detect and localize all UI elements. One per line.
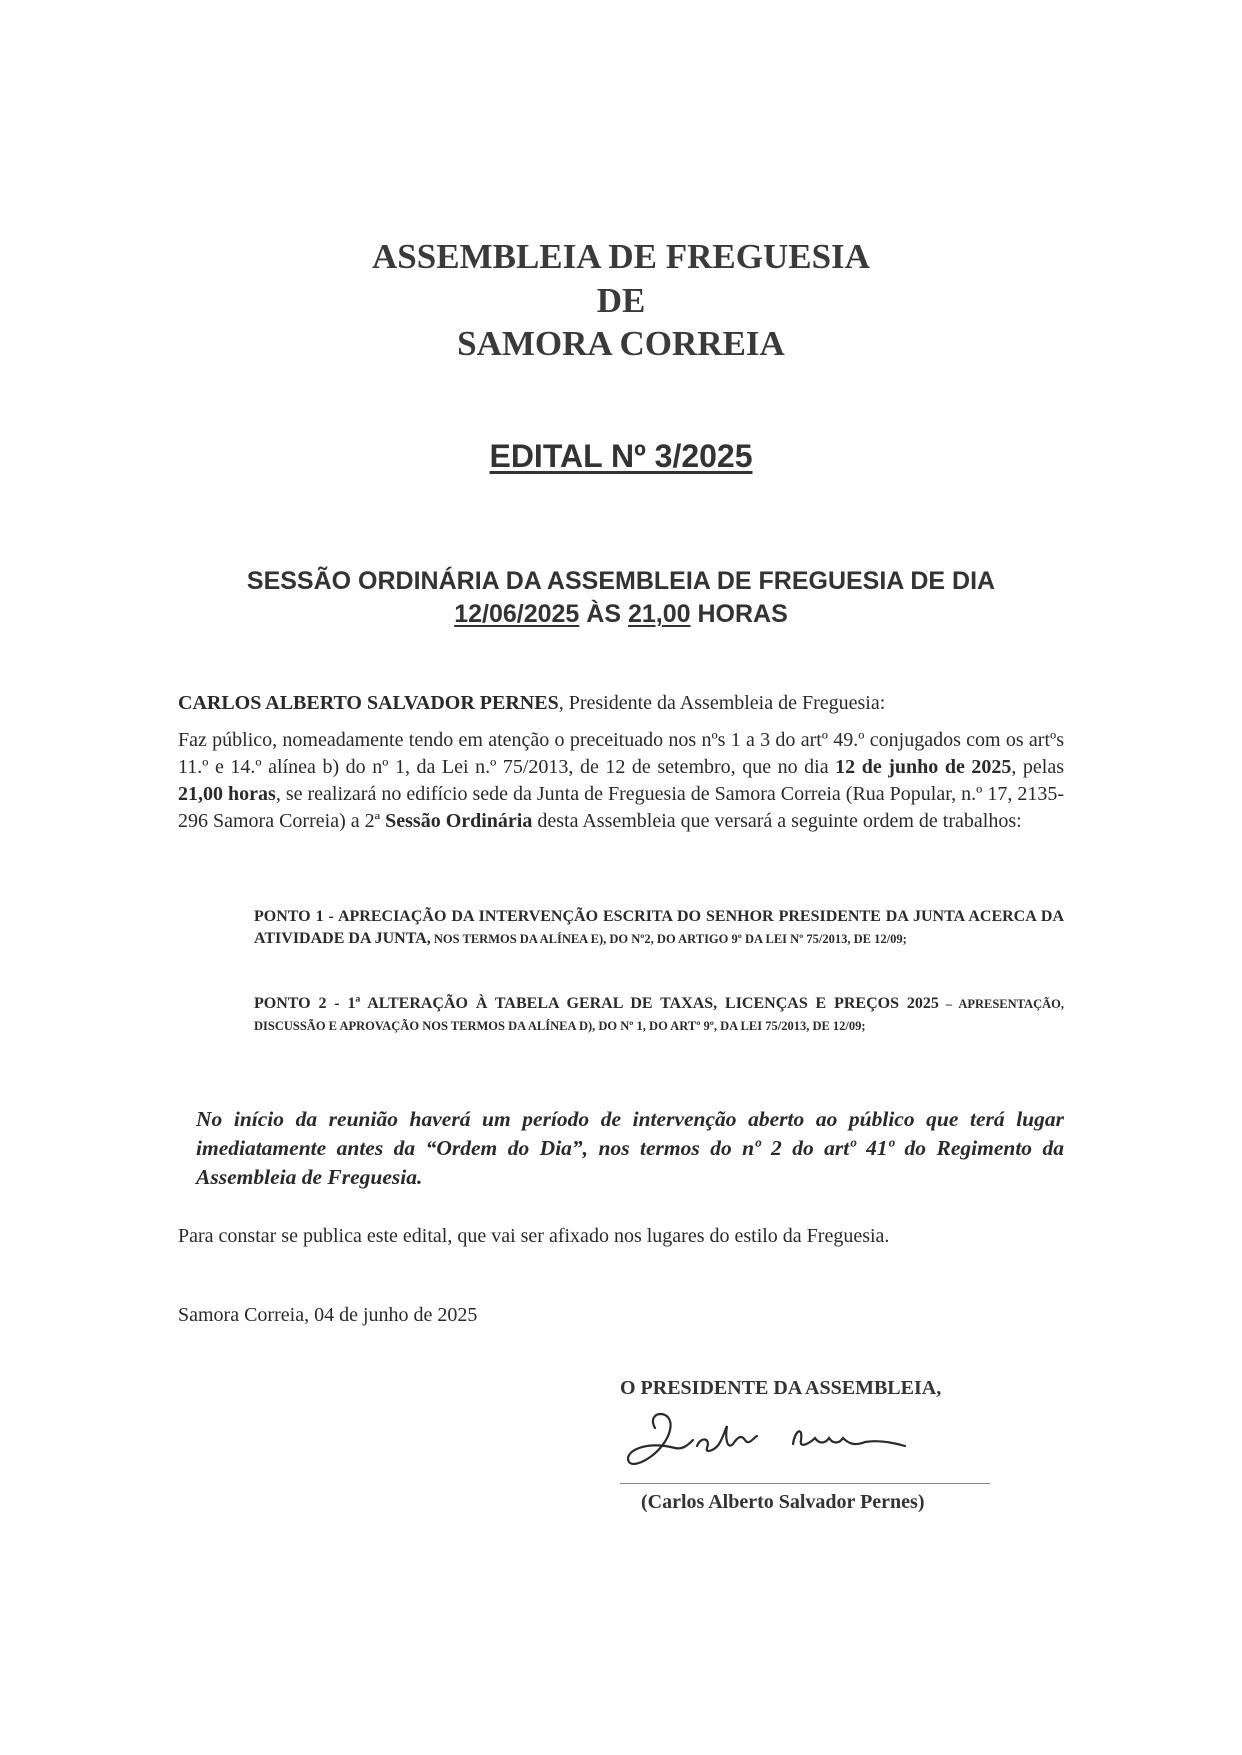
session-heading-line1: SESSÃO ORDINÁRIA DA ASSEMBLEIA DE FREGUESIA DE DIA [246,567,996,595]
signature-title: O PRESIDENTE DA ASSEMBLEIA, [620,1377,942,1399]
president-name: CARLOS ALBERTO SALVADOR PERNES [178,692,559,714]
agenda-item-2: PONTO 2 - 1ª ALTERAÇÃO À TABELA GERAL DE TAXAS, LICENÇAS E PREÇOS 2025 – APRESENTAÇÃO, DISCUSSÃO E APROVAÇÃO NOS TERMOS DA ALÍNEA D), DO Nº 1, DO ARTº 9º, DA LEI 75/2013, DE 12/09; [254,995,1065,1033]
intro-line: CARLOS ALBERTO SALVADOR PERNES, Presidente da Assembleia de Freguesia: [178,692,886,714]
session-time: 21,00 [627,600,691,628]
handwritten-signature-icon [615,1400,955,1490]
session-date: 12/06/2025 [454,600,580,628]
header-line-3: SAMORA CORREIA [457,324,785,363]
session-heading-line2: 12/06/2025 ÀS 21,00 HORAS [454,600,788,628]
meeting-time: 21,00 horas [178,783,276,805]
edital-title: EDITAL Nº 3/2025 [489,438,753,474]
agenda-item-1: PONTO 1 - APRECIAÇÃO DA INTERVENÇÃO ESCRITA DO SENHOR PRESIDENTE DA JUNTA ACERCA DA ATIVIDADE DA JUNTA, NOS TERMOS DA ALÍNEA E), DO Nº2, DO ARTIGO 9º DA LEI Nº 75/2013, DE 12/09; [254,908,1064,947]
signatory-name: (Carlos Alberto Salvador Pernes) [641,1491,925,1513]
meeting-date: 12 de junho de 2025 [835,756,1012,778]
session-type: Sessão Ordinária [385,810,533,832]
closing-statement: Para constar se publica este edital, que vai ser afixado nos lugares do estilo da Freguesia. [178,1225,890,1247]
session-heading [150,565,1092,631]
header-line-1: ASSEMBLEIA DE FREGUESIA [372,237,870,276]
place-and-date: Samora Correia, 04 de junho de 2025 [178,1304,478,1326]
header-line-2: DE [596,281,646,320]
body-paragraph: Faz público, nomeadamente tendo em atenção o preceituado nos nºs 1 a 3 do artº 49.º conjugados com os artºs 11.º e 14.º alínea b) do nº 1, da Lei n.º 75/2013, de 12 de setembro, que no dia 12 de junho de 2025, pelas 21,00 horas, se realizará no edifício sede da Junta de Freguesia de Samora Correia (Rua Popular, n.º 17, 2135-296 Samora Correia) a 2ª Sessão Ordinária desta Assembleia que versará a seguinte ordem de trabalhos: [178,729,1065,832]
signature-line [620,1483,990,1484]
public-intervention-notice: No início da reunião haverá um período de intervenção aberto ao público que terá lugar imediatamente antes da “Ordem do Dia”, nos termos do nº 2 do artº 41º do Regimento da Assembleia de Freguesia. [196,1107,1064,1189]
